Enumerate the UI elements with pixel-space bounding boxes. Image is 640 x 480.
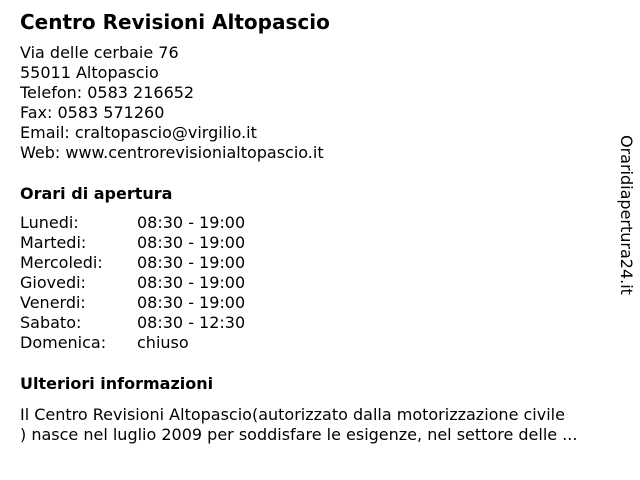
hours-day: Venerdi: bbox=[20, 293, 86, 312]
site-watermark bbox=[604, 135, 637, 310]
hours-time: 08:30 - 19:00 bbox=[137, 233, 246, 252]
description-line: ) nasce nel luglio 2009 per soddisfare le esigenze, nel settore delle ... bbox=[20, 425, 578, 444]
hours-time: chiuso bbox=[137, 333, 189, 352]
business-description bbox=[20, 405, 630, 445]
hours-day: Giovedi: bbox=[20, 273, 86, 292]
hours-time: 08:30 - 19:00 bbox=[137, 293, 246, 312]
watermark-text: Oraridiapertura24.it bbox=[617, 135, 636, 295]
description-line: Il Centro Revisioni Altopascio(autorizzato dalla motorizzazione civile bbox=[20, 405, 565, 424]
hours-time: 08:30 - 12:30 bbox=[137, 313, 246, 332]
hours-day: Mercoledi: bbox=[20, 253, 103, 272]
hours-time: 08:30 - 19:00 bbox=[137, 213, 246, 232]
hours-day: Sabato: bbox=[20, 313, 82, 332]
address-street: Via delle cerbaie 76 bbox=[20, 43, 179, 62]
email-address: Email: craltopascio@virgilio.it bbox=[20, 123, 257, 142]
phone-number: Telefon: 0583 216652 bbox=[20, 83, 195, 102]
business-name: Centro Revisioni Altopascio bbox=[20, 10, 330, 34]
opening-hours-heading: Orari di apertura bbox=[20, 184, 173, 203]
contact-block bbox=[20, 43, 324, 163]
further-info-heading: Ulteriori informazioni bbox=[20, 374, 214, 393]
hours-time: 08:30 - 19:00 bbox=[137, 253, 246, 272]
address-city: 55011 Altopascio bbox=[20, 63, 159, 82]
website-address: Web: www.centrorevisionialtopascio.it bbox=[20, 143, 324, 162]
hours-day: Lunedi: bbox=[20, 213, 79, 232]
hours-day: Martedi: bbox=[20, 233, 87, 252]
hours-day: Domenica: bbox=[20, 333, 107, 352]
fax-number: Fax: 0583 571260 bbox=[20, 103, 165, 122]
hours-time: 08:30 - 19:00 bbox=[137, 273, 246, 292]
